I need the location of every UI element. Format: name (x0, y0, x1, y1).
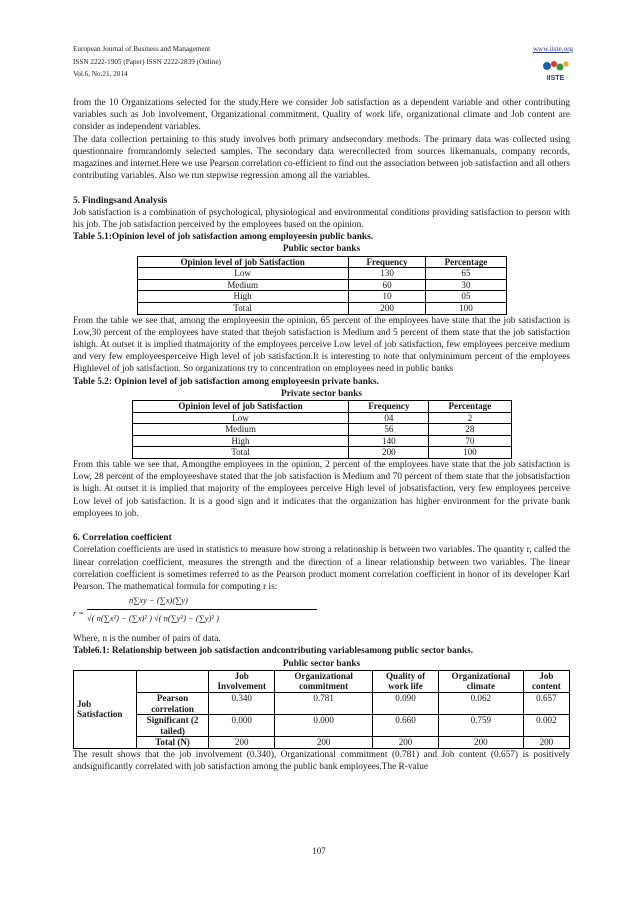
table-header: Frequency (348, 256, 426, 268)
column-header: Job Involvement (209, 670, 275, 692)
journal-name: European Journal of Business and Management (73, 45, 211, 53)
journal-issn: ISSN 2222-1905 (Paper) ISSN 2222-2839 (Online) (73, 57, 221, 66)
table-cell: 56 (349, 424, 429, 436)
table-cell: 200 (209, 737, 275, 749)
formula-where-note: Where, n is the number of pairs of data. (73, 634, 221, 645)
intro-paragraph-1: from the 10 Organizations selected for the study.Here we consider Job satisfaction as a dependent variable and other contributing variables such as Job involvement, Organizational commitment, Quality of work life, organizational climate and Job content are consider as independent variables. (73, 98, 570, 133)
table-cell: 10 (348, 291, 426, 303)
table-row (132, 447, 511, 459)
table-row (74, 715, 570, 737)
table-cell: 0.781 (275, 693, 373, 715)
table-5-1-caption: Table 5.1:Opinion level of job satisfaction among employeesin public banks. (73, 232, 374, 243)
table-5-2-group-label: Private sector banks (281, 388, 362, 399)
svg-text:IISTE: IISTE (546, 75, 565, 82)
table-cell: 04 (349, 412, 429, 424)
table-cell: 2 (429, 412, 511, 424)
table-cell: Total (132, 447, 349, 459)
table-cell: 100 (429, 447, 511, 459)
column-header: Quality of work life (373, 670, 439, 692)
table-cell: 100 (426, 303, 506, 315)
table-cell: 0.660 (373, 715, 439, 737)
table-cell: 60 (348, 279, 426, 291)
table-cell: Medium (132, 424, 349, 436)
table-row (137, 268, 506, 280)
iiste-logo (540, 58, 571, 82)
table-header: Frequency (349, 401, 429, 413)
table-5-2-caption: Table 5.2: Opinion level of job satisfaction among employeesin private banks. (73, 376, 379, 387)
table-cell: 70 (429, 435, 511, 447)
table-cell: 130 (348, 268, 426, 280)
table-cell: 0.340 (209, 693, 275, 715)
table-6-1-group-label: Public sector banks (282, 658, 361, 669)
table-5-2 (132, 400, 512, 459)
table-6-1-caption: Table6.1: Relationship between job satisfaction andcontributing variablesamong public sector banks. (73, 646, 474, 657)
table-header: Opinion level of job Satisfaction (132, 401, 349, 413)
table-cell: 200 (348, 303, 426, 315)
table-cell: 0.000 (209, 715, 275, 737)
row-label: Pearson correlation (136, 693, 209, 715)
journal-header (73, 43, 573, 81)
formula-fraction-bar (87, 609, 317, 610)
column-header: Job content (523, 670, 569, 692)
pearson-formula (73, 594, 570, 632)
section-5-heading: 5. Findingsand Analysis (73, 195, 168, 206)
section-6-heading: 6. Correlation coefficient (73, 533, 172, 544)
table-row (74, 693, 570, 715)
table-cell: Low (137, 268, 348, 280)
column-header: Organizational commitment (275, 670, 373, 692)
table-cell: 200 (275, 737, 373, 749)
table-cell: Medium (137, 279, 348, 291)
table-cell: 0.090 (373, 693, 439, 715)
table-cell: 30 (426, 279, 506, 291)
table-row (137, 291, 506, 303)
table-cell: Low (132, 412, 349, 424)
table-header: Percentage (429, 401, 511, 413)
table-cell: High (137, 291, 348, 303)
table-cell: 140 (349, 435, 429, 447)
table-cell: 200 (349, 447, 429, 459)
row-label: Total (N) (136, 737, 209, 749)
table-6-1 (73, 670, 570, 749)
table-cell: 0.002 (523, 715, 569, 737)
table-row (132, 424, 511, 436)
row-header-job-satisfaction: Job Satisfaction (74, 670, 137, 748)
table-row (137, 279, 506, 291)
table-cell: 0.759 (438, 715, 523, 737)
table-header: Percentage (426, 256, 506, 268)
table-cell: High (132, 435, 349, 447)
journal-url-link[interactable]: www.iiste.org (532, 45, 573, 53)
table-cell: 200 (438, 737, 523, 749)
formula-lhs: r = (73, 608, 85, 619)
page-number: 107 (312, 846, 326, 856)
table-cell: 0.062 (438, 693, 523, 715)
formula-denominator: √( n(∑x²) − (∑x)² ) √( n(∑y²) − (∑y)² ) (87, 613, 219, 624)
journal-volume: Vol.6, No.21, 2014 (73, 70, 128, 78)
row-label: Significant (2 tailed) (136, 715, 209, 737)
table-cell: 05 (426, 291, 506, 303)
table-cell: Total (137, 303, 348, 315)
table-row (137, 303, 506, 315)
table-row (132, 412, 511, 424)
formula-numerator: n∑xy − (∑x)(∑y) (129, 595, 188, 606)
table-5-2-discussion: From this table we see that, Amongthe employees in the opinion, 2 percent of the employees have state that the job satisfaction is Low, 28 percent of the employeeshave stated that the job satisfaction is Medium and 70 percent of them state that the jobsatisfaction is high. At outset it is implied that majority of the employees perceive High level of jobsatisfaction, very few employees perceive Low level of job satisfaction. It is a good sign and it indicates that the organization has higher environment for the private bank employees to job. (73, 459, 570, 519)
closing-paragraph: The result shows that the job involvement (0.340), Organizational commitment (0.781) and Job content (0.657) is positively andsignificantly correlated with job satisfaction among the public bank employees.The R-value (73, 749, 570, 773)
section-6-paragraph: Correlation coefficients are used in statistics to measure how strong a relationship is between two variables. The quantity r, called the linear correlation coefficient, measures the strength and the direction of a linear relationship between two variables. The linear correlation coefficient is sometimes referred to as the Pearson product moment correlation coefficient in honor of its developer Karl Pearson. The mathematical formula for computing r is: (73, 545, 570, 592)
table-cell: 0.657 (523, 693, 569, 715)
table-5-1 (137, 256, 507, 315)
section-5-paragraph: Job satisfaction is a combination of psychological, physiological and environmental conditions providing satisfaction to person with his job. The job satisfaction perceived by the employees based on the opinion. (73, 207, 570, 231)
table-cell: 200 (523, 737, 569, 749)
table-cell: 200 (373, 737, 439, 749)
table-cell: 0.000 (275, 715, 373, 737)
table-5-1-discussion: From the table we see that, among the employeesin the opinion, 65 percent of the employees have state that the job satisfaction is Low,30 percent of the employees have stated that thejob satisfaction is Medium and 5 percent of them state that the job satisfaction ishigh. At outset it is implied thatmajority of the employees perceive Low level of job satisfaction, few employees perceive medium and very few employeesperceive High level of job satisfaction.It is interesting to note that onlyminimum percent of the employees Highlevel of job satisfaction. So organizations try to concentration on employees need in public banks (73, 315, 570, 375)
table-row (132, 435, 511, 447)
intro-paragraph-2: The data collection pertaining to this study involves both primary andsecondary methods. The primary data was collected using questionnaire fromrandomly selected samples. The secondary data werecollected from sources likemanuals, company records, magazines and internet.Here we use Pearson correlation co-efficient to find out the association between job satisfaction and all others contributing variables. Also we run stepwise regression among all the variables. (73, 134, 570, 182)
column-header: Organizational climate (438, 670, 523, 692)
table-row (74, 737, 570, 749)
table-5-1-group-label: Public sector banks (282, 244, 361, 255)
table-cell: 28 (429, 424, 511, 436)
table-header: Opinion level of job Satisfaction (137, 256, 348, 268)
paper-body (73, 97, 570, 773)
table-cell: 65 (426, 268, 506, 280)
